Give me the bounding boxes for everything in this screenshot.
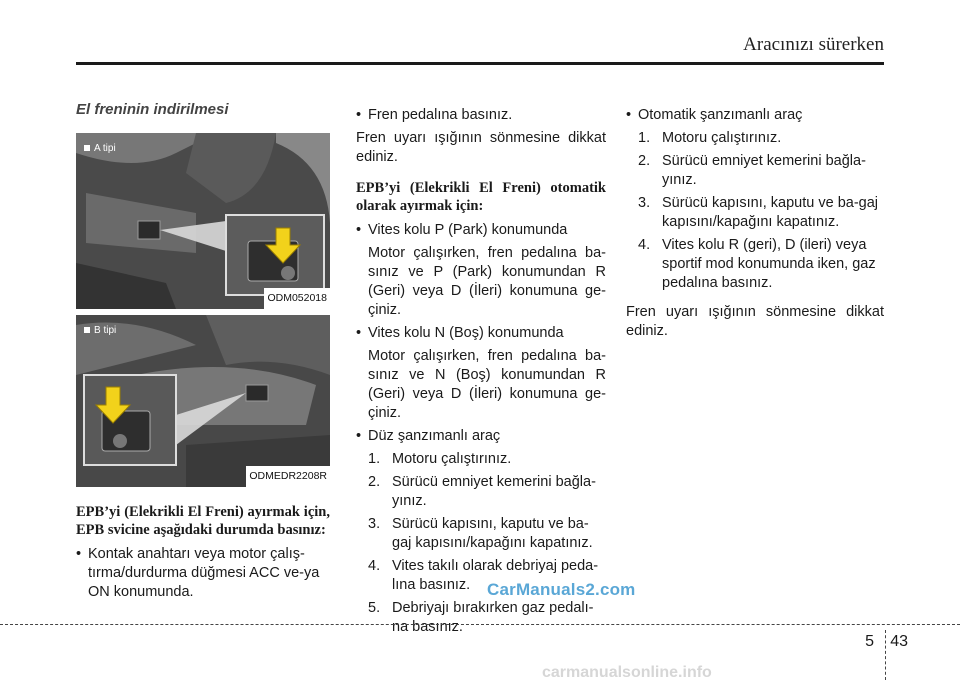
footer-site-link[interactable]: carmanualsonline.info bbox=[542, 664, 712, 681]
bullet-brake-pedal: • Fren pedalına basınız. bbox=[356, 106, 606, 125]
figure-a bbox=[76, 133, 330, 309]
para-warning-light-2: Fren uyarı ışığının sönmesine dikkat ediniz. bbox=[626, 304, 884, 339]
list-item: 3. Sürücü kapısını, kaputu ve ba-gaj kapısını/kapağını kapatınız. bbox=[368, 516, 593, 551]
list-item: 1. Motoru çalıştırınız. bbox=[368, 451, 512, 467]
header-title: Aracınızı sürerken bbox=[743, 34, 884, 55]
bullet-ignition: • Kontak anahtarı veya motor çalış-tırma/durdurma düğmesi ACC ve-ya ON konumunda. bbox=[76, 545, 330, 602]
footer-rule bbox=[0, 624, 960, 625]
list-item: 2. Sürücü emniyet kemerini bağla-yınız. bbox=[638, 153, 866, 188]
bullet-park: • Vites kolu P (Park) konumunda bbox=[356, 221, 606, 240]
list-item: 1. Motoru çalıştırınız. bbox=[638, 130, 782, 146]
column-3 bbox=[626, 106, 884, 347]
list-item: 5. Debriyajı bırakırken gaz pedalı-na basınız. bbox=[368, 600, 594, 635]
watermark-link[interactable]: CarManuals2.com bbox=[487, 580, 636, 599]
figure-a-label: A tipi bbox=[84, 139, 116, 158]
column-2 bbox=[356, 106, 606, 641]
list-item: 4. Vites kolu R (geri), D (ileri) veya sportif mod konumunda iken, gaz pedalına basınız. bbox=[638, 237, 876, 291]
para-warning-light: Fren uyarı ışığının sönmesine dikkat ediniz. bbox=[356, 130, 606, 165]
section-title: El freninin indirilmesi bbox=[76, 101, 229, 118]
page-divider bbox=[885, 630, 886, 680]
indent-neutral: Motor çalışırken, fren pedalına ba-sınız ve N (Boş) konumundan R (Geri) veya D (İleri) konumuna ge-çiniz. bbox=[368, 348, 606, 421]
column-1 bbox=[76, 100, 330, 606]
automatic-steps bbox=[626, 129, 884, 293]
figure-b-photo bbox=[76, 315, 330, 487]
figure-a-code: ODM052018 bbox=[264, 288, 330, 309]
epb-auto-heading: EPB’yi (Elekrikli El Freni) otomatik olarak ayırmak için: bbox=[356, 180, 606, 214]
list-item: 2. Sürücü emniyet kemerini bağla-yınız. bbox=[368, 474, 596, 509]
page-number: 43 bbox=[890, 633, 908, 650]
figure-b bbox=[76, 315, 330, 487]
bullet-manual: • Düz şanzımanlı araç bbox=[356, 427, 606, 446]
list-item: 4. Vites takılı olarak debriyaj peda-lına basınız. bbox=[368, 558, 599, 593]
manual-steps bbox=[356, 450, 606, 637]
figure-b-label: B tipi bbox=[84, 321, 116, 340]
figure-a-photo bbox=[76, 133, 330, 309]
list-item: 3. Sürücü kapısını, kaputu ve ba-gaj kapısını/kapağını kapatınız. bbox=[638, 195, 879, 230]
bullet-neutral: • Vites kolu N (Boş) konumunda bbox=[356, 324, 606, 343]
figure-b-code: ODMEDR2208R bbox=[246, 466, 330, 487]
section-number: 5 bbox=[865, 633, 874, 650]
epb-release-heading: EPB’yi (Elekrikli El Freni) ayırmak için, EPB svicine aşağıdaki durumda basınız: bbox=[76, 504, 330, 538]
header-rule bbox=[76, 62, 884, 65]
bullet-automatic: • Otomatik şanzımanlı araç bbox=[626, 106, 884, 125]
indent-park: Motor çalışırken, fren pedalına ba-sınız ve P (Park) konumundan R (Geri) veya D (İleri) konumuna ge-çiniz. bbox=[368, 245, 606, 318]
